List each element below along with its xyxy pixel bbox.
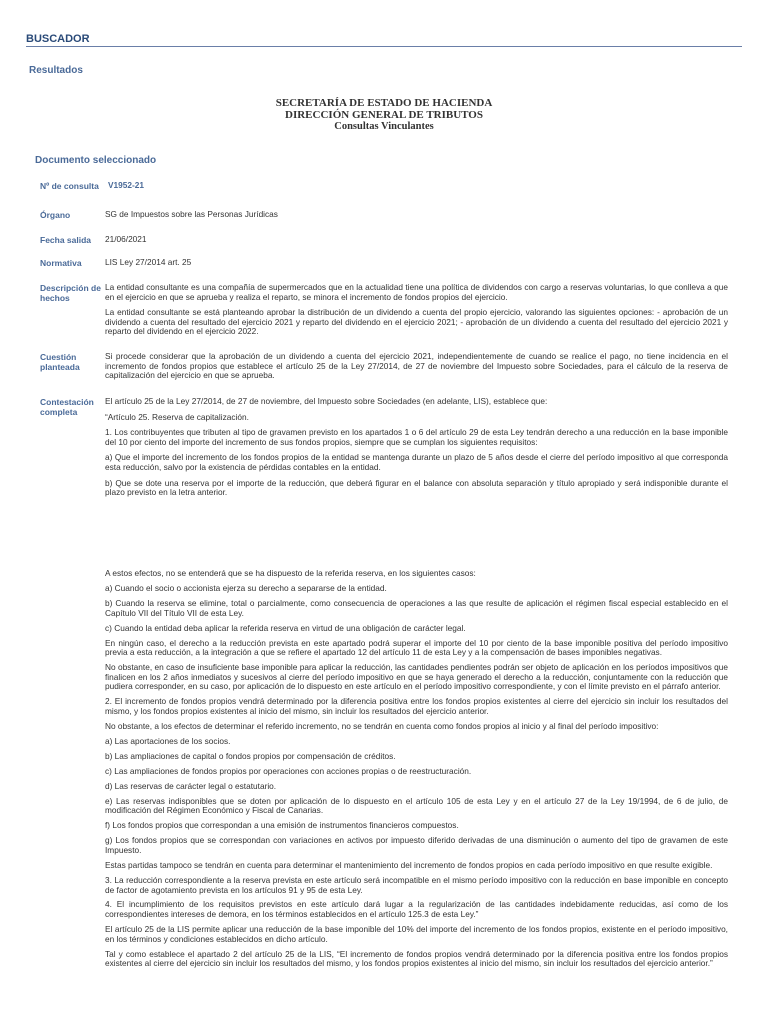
body-paragraph: a) Cuando el socio o accionista ejerza su derecho a separarse de la entidad.: [105, 582, 387, 593]
descripcion-paragraph: La entidad consultante se está planteando aprobar la distribución de un dividendo a cuenta del propio ejercicio, valorando las siguientes opciones: - aprobación de un dividendo a cuenta del resultado del ejercicio 2021 y reparto del dividendo en el ejercicio 2021; - aprobación de un dividendo a cuenta del resultado del ejercicio 2021 y reparto del dividendo en el ejercicio 2022.: [105, 307, 728, 337]
normativa-value: LIS Ley 27/2014 art. 25: [105, 257, 192, 267]
body-paragraph: 4. El incumplimiento de los requisitos previstos en este artículo dará lugar a la regularización de las cantidades indebidamente reducidas, así como de los correspondientes intereses de demora, en los términos establecidos en el artículo 125.3 de esta Ley.”: [105, 899, 728, 920]
results-heading: Resultados: [29, 65, 83, 76]
masthead-line-3: Consultas Vinculantes: [334, 121, 434, 132]
contestacion-paragraph: 1. Los contribuyentes que tributen al tipo de gravamen previsto en los apartados 1 o 6 del artículo 29 de esta Ley tendrán derecho a una reducción en la base imponible del 10 por ciento del importe del incremento de sus fondos propios, siempre que se cumplan los siguientes requisitos:: [105, 427, 728, 447]
selected-document-heading: Documento seleccionado: [35, 155, 157, 166]
body-paragraph: c) Cuando la entidad deba aplicar la referida reserva en virtud de una obligación de carácter legal.: [105, 622, 466, 633]
numero-value: V1952-21: [108, 180, 144, 190]
contestacion-label: Contestación completa: [40, 397, 94, 417]
organo-label: Órgano: [40, 210, 71, 220]
masthead-line-2: DIRECCIÓN GENERAL DE TRIBUTOS: [285, 108, 483, 121]
body-paragraph: e) Las reservas indisponibles que se doten por aplicación de lo dispuesto en el artículo 105 de esta Ley y en el artículo 27 de la Ley 19/1994, de 6 de julio, de modificación del Régimen Económico y Fiscal de Canarias.: [105, 795, 728, 816]
fecha-value: 21/06/2021: [105, 234, 147, 244]
body-paragraph: c) Las ampliaciones de fondos propios por operaciones con acciones propias o de reestructuración.: [105, 765, 472, 776]
page-header-title: BUSCADOR: [26, 33, 90, 45]
body-paragraph: b) Cuando la reserva se elimine, total o parcialmente, como consecuencia de operaciones a las que resulte de aplicación el régimen fiscal especial establecido en el Capítulo VII del Título VII de esta Ley.: [105, 597, 728, 618]
descripcion-paragraph: La entidad consultante es una compañía de supermercados que en la actualidad tiene una política de dividendos con cargo a reservas voluntarias, lo que conlleva a que en el ejercicio en que se aprueba y realiza el reparto, se minora el incremento de fondos propios del ejercicio.: [105, 282, 728, 302]
normativa-label: Normativa: [40, 258, 82, 268]
body-paragraph: a) Las aportaciones de los socios.: [105, 735, 231, 746]
contestacion-paragraph: a) Que el importe del incremento de los fondos propios de la entidad se mantenga durante un plazo de 5 años desde el cierre del período impositivo al que corresponda esta reducción, salvo por la existencia de pérdidas contables en la entidad.: [105, 452, 728, 472]
cuestion-label: Cuestión planteada: [40, 352, 80, 372]
descripcion-label: Descripción de hechos: [40, 283, 101, 303]
contestacion-paragraph: b) Que se dote una reserva por el importe de la reducción, que deberá figurar en el balance con absoluta separación y título apropiado y será indisponible durante el plazo previsto en la letra anterior.: [105, 477, 728, 498]
contestacion-continuation: [105, 569, 728, 974]
numero-label: Nº de consulta: [40, 181, 99, 191]
body-paragraph: 2. El incremento de fondos propios vendrá determinado por la diferencia positiva entre los fondos propios existentes al cierre del ejercicio sin incluir los resultados del mismo, y los fondos propios existentes al inicio del mismo, sin incluir los resultados del ejercicio anterior.: [105, 696, 728, 716]
body-paragraph: 3. La reducción correspondiente a la reserva prevista en este artículo será incompatible en el mismo período impositivo con la reducción en base imponible en concepto de factor de agotamiento prevista en los artículos 91 y 95 de esta Ley.: [105, 874, 728, 895]
body-paragraph: Tal y como establece el apartado 2 del artículo 25 de la LIS, “El incremento de fondos propios vendrá determinado por la diferencia positiva entre los fondos propios existentes al cierre del ejercicio sin incluir los resultados del mismo, y los fondos propios existentes al inicio del mismo, sin incluir los resultados del ejercicio anterior.”: [105, 948, 728, 969]
organo-value: SG de Impuestos sobre las Personas Jurídicas: [105, 209, 278, 219]
body-paragraph: Estas partidas tampoco se tendrán en cuenta para determinar el mantenimiento del incremento de fondos propios en cada período impositivo en que resulte exigible.: [105, 859, 713, 870]
body-paragraph: g) Los fondos propios que se correspondan con variaciones en activos por impuesto diferido derivadas de una disminución o aumento del tipo de gravamen de este Impuesto.: [105, 835, 728, 855]
contestacion-paragraph: “Artículo 25. Reserva de capitalización.: [105, 411, 249, 422]
body-paragraph: d) Las reservas de carácter legal o estatutario.: [105, 780, 277, 791]
contestacion-paragraph: El artículo 25 de la Ley 27/2014, de 27 de noviembre, del Impuesto sobre Sociedades (en adelante, LIS), establece que:: [105, 396, 548, 406]
body-paragraph: En ningún caso, el derecho a la reducción prevista en este apartado podrá superar el importe del 10 por ciento de la base imponible positiva del período impositivo previa a esta reducción, a la integración a que se refiere el apartado 12 del artículo 11 de esta Ley y a la compensación de bases imponibles negativas.: [105, 637, 728, 658]
body-paragraph: b) Las ampliaciones de capital o fondos propios por compensación de créditos.: [105, 750, 396, 761]
body-paragraph: No obstante, a los efectos de determinar el referido incremento, no se tendrán en cuenta como fondos propios al inicio y al final del período impositivo:: [105, 720, 659, 731]
masthead: [0, 98, 768, 133]
header-divider: [26, 46, 742, 47]
descripcion-value: [105, 283, 728, 337]
body-paragraph: f) Los fondos propios que correspondan a una emisión de instrumentos financieros compuestos.: [105, 820, 459, 831]
body-paragraph: A estos efectos, no se entenderá que se ha dispuesto de la referida reserva, en los siguientes casos:: [105, 568, 476, 578]
body-paragraph: El artículo 25 de la LIS permite aplicar una reducción de la base imponible del 10% del importe del incremento de los fondos propios, existente en el período impositivo, en los términos y condiciones establecidos en dicho artículo.: [105, 924, 728, 944]
masthead-line-1: SECRETARÍA DE ESTADO DE HACIENDA: [275, 97, 493, 109]
contestacion-value: [105, 397, 728, 498]
body-paragraph: No obstante, en caso de insuficiente base imponible para aplicar la reducción, las cantidades pendientes podrán ser objeto de aplicación en los períodos impositivos que finalicen en los 2 años inmediatos y sucesivos al cierre del período impositivo en que se haya generado el derecho a la reducción, conjuntamente con la reducción que pudiera corresponder, en su caso, por aplicación de lo dispuesto en este artículo en el período impositivo correspondiente, y con el límite previsto en el párrafo anterior.: [105, 662, 728, 692]
fecha-label: Fecha salida: [40, 235, 92, 245]
cuestion-value: Si procede considerar que la aprobación de un dividendo a cuenta del ejercicio 2021, independientemente de cuando se realice el pago, no tiene incidencia en el incremento de fondos propios que establece el artículo 25 de la Ley 27/2014, de 27 de noviembre del Impuesto sobre Sociedades, para el cálculo de la reserva de capitalización del ejercicio en que se aprueba.: [105, 351, 728, 381]
